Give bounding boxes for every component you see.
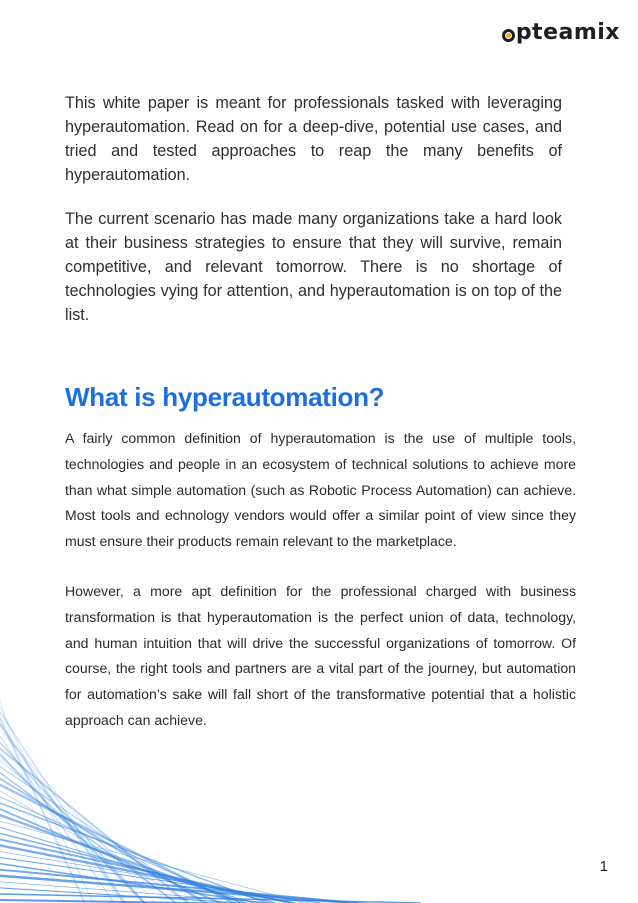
logo-text: pteamix [515, 20, 620, 45]
intro-paragraph-2: The current scenario has made many organizations take a hard look at their business strategies to ensure that they will survive, remain competitive, and relevant tomorrow. There is no shortage of technologies vying for attention, and hyperautomation is on top of the list. [65, 210, 562, 324]
decorative-line [0, 876, 391, 903]
decorative-line [0, 724, 124, 903]
decorative-line [0, 706, 95, 903]
page-number: 1 [599, 858, 608, 875]
decorative-line [0, 785, 246, 903]
decorative-line [0, 779, 211, 903]
decorative-line [0, 845, 293, 903]
decorative-line [0, 755, 147, 903]
section-heading: What is hyperautomation? [65, 382, 385, 412]
decorative-line [0, 839, 333, 903]
decorative-line [0, 761, 182, 903]
decorative-line [0, 803, 275, 903]
decorative-line [0, 712, 129, 903]
decorative-line [0, 894, 420, 903]
decorative-line [0, 797, 240, 903]
decorative-line [0, 882, 351, 903]
decorative-line [0, 748, 188, 903]
decorative-line [0, 870, 357, 903]
decorative-line [0, 730, 158, 903]
decorative-line [0, 791, 205, 903]
body-paragraph-1: A fairly common definition of hyperautomation is the use of multiple tools, technologies and people in an ecosystem of technical solutions to achieve more than what simple automation (such as Robotic Process Automation) can achieve. Most tools and echnology vendors would offer a similar point of view since they must ensure their products remain relevant to the marketplace. [65, 430, 576, 550]
decorative-line [0, 827, 264, 903]
logo-mark-icon [502, 29, 515, 42]
decorative-line [0, 718, 89, 903]
decorative-line [0, 700, 60, 903]
decorative-line [0, 773, 176, 903]
decorative-line [0, 888, 386, 903]
decorative-line [0, 742, 153, 903]
decorative-line [0, 864, 322, 903]
body-paragraph-2: However, a more apt definition for the professional charged with business transformation is that hyperautomation is the perfect union of data, technology, and human intuition that will drive the successful organizations of tomorrow. Of course, the right tools and partners are a vital part of the journey, but automation for automation’s sake will fall short of the transformative potential that a holistic approach can achieve. [65, 583, 576, 728]
decorative-line [0, 833, 298, 903]
decorative-line [0, 736, 118, 903]
decorative-line [0, 858, 362, 903]
decorative-line [0, 809, 235, 903]
opteamix-logo [502, 22, 620, 44]
decorative-line [0, 821, 304, 903]
decorative-line [0, 815, 269, 903]
intro-paragraph-1: This white paper is meant for professionals tasked with leveraging hyperautomation. Read on for a deep-dive, potential use cases, and tried and tested approaches to reap the many benefits of hyperautomation. [65, 94, 562, 184]
decorative-line [0, 767, 217, 903]
decorative-line [0, 852, 327, 903]
